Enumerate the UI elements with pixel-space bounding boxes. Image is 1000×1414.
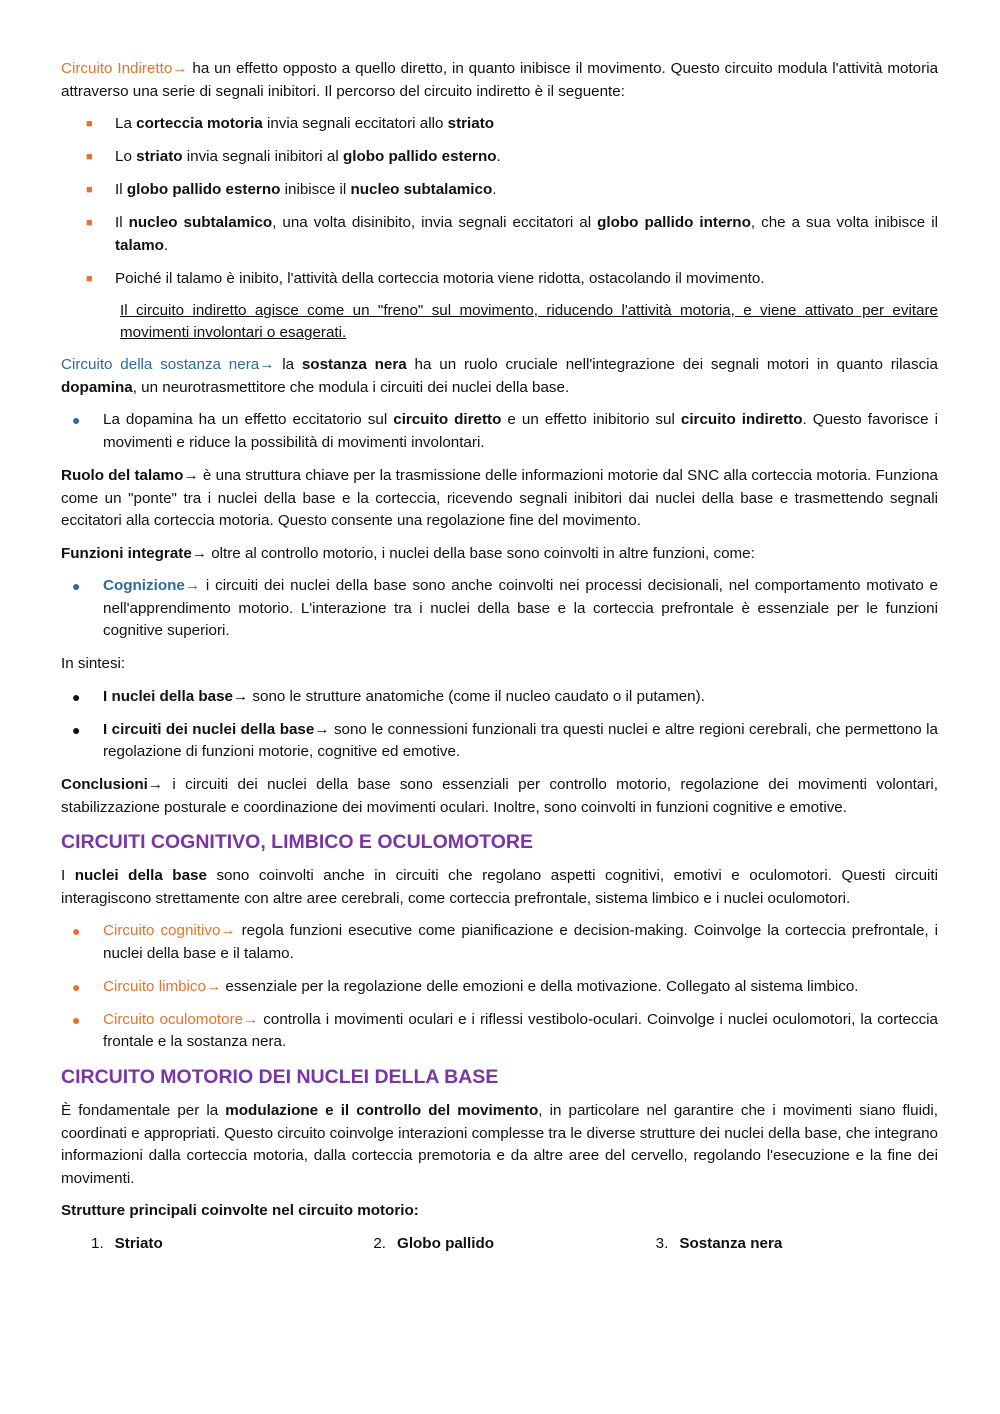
arrow-right-icon: → (147, 776, 164, 794)
sintesi-intro: In sintesi: (61, 655, 126, 673)
arrow-right-icon: → (233, 687, 249, 705)
bold-term: circuito indiretto (680, 411, 803, 429)
item-number: 3. (655, 1234, 669, 1252)
list-item (61, 146, 938, 169)
term-ruolo-talamo: Ruolo del talamo (61, 467, 184, 485)
list-item-text: Il globo pallido esterno inibisce il nucleo subtalamico. (115, 180, 497, 198)
bold-term: corteccia motoria (136, 114, 263, 132)
list-item-text: regola funzioni esecutive come pianificazione e decision-making. Coinvolge la corteccia prefrontale, i nuclei della base e il talamo. (103, 922, 938, 962)
arrow-right-icon: → (183, 467, 199, 485)
strutture-title (61, 1200, 938, 1223)
list-item (61, 113, 938, 136)
term-circuito-cognitivo: Circuito cognitivo (103, 922, 221, 940)
bold-term: dopamina (61, 379, 133, 397)
term-conclusioni: Conclusioni (61, 776, 148, 794)
list-item (61, 719, 938, 764)
term-circuito-indiretto: Circuito Indiretto (61, 60, 173, 77)
list-item (61, 686, 938, 709)
arrow-right-icon: → (184, 577, 201, 595)
paragraph-conclusioni (61, 774, 938, 819)
term-cognizione: Cognizione (103, 577, 185, 595)
list-item-text: Il nucleo subtalamico, una volta disinibito, invia segnali eccitatori al globo pallido interno, che a sua volta inibisce il talamo. (115, 213, 939, 254)
dot-bullet-icon: ● (72, 978, 81, 995)
list-item-text: essenziale per la regolazione delle emozioni e della motivazione. Collegato al sistema limbico. (221, 977, 859, 995)
paragraph-funzioni (61, 543, 938, 566)
underlined-note: Il circuito indiretto agisce come un "freno" sul movimento, riducendo l'attività motoria, e viene attivato per evitare movimenti involontari o esagerati. (120, 301, 938, 342)
square-bullet-icon: ■ (86, 272, 93, 285)
bold-term: circuito diretto (393, 411, 502, 429)
section-heading-circuito-motorio: CIRCUITO MOTORIO DEI NUCLEI DELLA BASE (61, 1066, 499, 1089)
circuiti-list (61, 920, 938, 1054)
bold-term: globo pallido esterno (126, 180, 281, 198)
dot-bullet-icon: ● (72, 688, 81, 705)
square-bullet-icon: ■ (86, 216, 93, 229)
list-item-text: i circuiti dei nuclei della base sono anche coinvolti nei processi decisionali, nel comportamento motivato e nell'apprendimento motorio. L'interazione tra i nuclei della base e la corteccia prefrontale è essenziale per le funzioni cognitive superiori. (103, 577, 938, 640)
square-bullet-icon: ■ (86, 117, 93, 130)
arrow-right-icon: → (314, 720, 330, 738)
list-item (61, 268, 938, 291)
bold-term: sostanza nera (301, 356, 407, 374)
term-circuito-limbico: Circuito limbico (103, 977, 206, 995)
sintesi-list (61, 686, 938, 764)
bold-term: globo pallido esterno (342, 147, 497, 165)
strutture-list (61, 1233, 938, 1256)
paragraph-text: i circuiti dei nuclei della base sono essenziali per controllo motorio, regolazione dei movimenti volontari, stabilizzazione posturale e coordinazione dei movimenti oculari. Inoltre, sono coinvolti in funzioni cognitive e emotive. (61, 776, 938, 816)
bold-term: modulazione e il controllo del movimento (225, 1102, 539, 1120)
item-number: 2. (373, 1234, 386, 1252)
paragraph-text: è una struttura chiave per la trasmissione delle informazioni motorie dal SNC alla corteccia motoria. Funziona come un "ponte" tra i nuclei della base e la corteccia, ricevendo segnali inibitori dai nuclei della base e trasmettendo segnali eccitatori alla corteccia motoria. Questo consente una regolazione fine del movimento. (61, 467, 938, 530)
document-page (61, 58, 938, 1255)
indiretto-steps-list (61, 113, 938, 290)
funzioni-list (61, 575, 938, 643)
term-circuito-oculomotore: Circuito oculomotore (103, 1010, 244, 1028)
struttura-item (61, 1233, 373, 1256)
list-item (61, 212, 938, 257)
list-item-text: La corteccia motoria invia segnali eccitatori allo striato (115, 114, 495, 132)
paragraph-sezione1-intro: I nuclei della base sono coinvolti anche in circuiti che regolano aspetti cognitivi, emotivi e oculomotori. Questi circuiti interagiscono strettamente con altre aree cerebrali, come corteccia prefrontale, sistema limbico e i nuclei oculomotori. (61, 867, 938, 907)
square-bullet-icon: ■ (86, 150, 93, 163)
paragraph-text: ha un effetto opposto a quello diretto, in quanto inibisce il movimento. Questo circuito modula l'attività motoria attraverso una serie di segnali inibitori. Il percorso del circuito indiretto è il seguente: (61, 60, 939, 100)
list-item (61, 179, 938, 202)
list-item-text: Lo striato invia segnali inibitori al globo pallido esterno. (115, 147, 501, 165)
term-nuclei-base: I nuclei della base (103, 687, 233, 705)
paragraph-text: la sostanza nera ha un ruolo cruciale nell'integrazione dei segnali motori in quanto rilascia dopamina, un neurotrasmettitore che modula i circuiti dei nuclei della base. (61, 356, 938, 397)
bold-term: globo pallido interno (597, 213, 751, 231)
bold-term: talamo (115, 236, 164, 254)
arrow-right-icon: → (205, 977, 222, 995)
paragraph-sostanza-nera (61, 354, 938, 399)
bold-term: striato (447, 114, 495, 132)
dot-bullet-icon: ● (72, 1011, 81, 1028)
paragraph-sezione2-intro: È fondamentale per la modulazione e il controllo del movimento, in particolare nel garantire che i movimenti siano fluidi, coordinati e appropriati. Questo circuito coinvolge interazioni complesse tra le diverse strutture dei nuclei della base, che integrano informazioni dalla corteccia motoria, dalla corteccia premotoria e da altre aree del cervello, regolando l'esecuzione e la fine dei movimenti. (61, 1102, 939, 1188)
list-item-text: controlla i movimenti oculari e i riflessi vestibolo-oculari. Coinvolge i nuclei oculomotori, la corteccia frontale e la sostanza nera. (103, 1010, 938, 1051)
list-item-text: La dopamina ha un effetto eccitatorio sul circuito diretto e un effetto inibitorio sul circuito indiretto. Questo favorisce i movimenti e riduce la possibilità di movimenti involontari. (103, 411, 938, 452)
item-number: 1. (91, 1234, 104, 1252)
bold-term: nuclei della base (74, 867, 207, 885)
item-name: Striato (114, 1234, 163, 1252)
list-item (61, 920, 938, 965)
arrow-right-icon: → (191, 544, 207, 562)
dot-bullet-icon: ● (72, 923, 81, 940)
arrow-right-icon: → (172, 60, 188, 77)
list-item (61, 1009, 938, 1054)
bold-term: nucleo subtalamico (350, 180, 493, 198)
bold-term: nucleo subtalamico (128, 213, 273, 231)
struttura-item (656, 1233, 938, 1256)
term-sostanza-nera: Circuito della sostanza nera (61, 356, 260, 374)
dot-bullet-icon: ● (72, 412, 81, 429)
dot-bullet-icon: ● (72, 721, 81, 738)
list-item (61, 976, 938, 999)
list-item (61, 575, 938, 643)
arrow-right-icon: → (259, 356, 275, 374)
term-circuiti-nuclei-base: I circuiti dei nuclei della base (103, 720, 315, 738)
bold-term: striato (136, 147, 183, 165)
paragraph-text: oltre al controllo motorio, i nuclei della base sono coinvolti in altre funzioni, come: (206, 544, 755, 562)
square-bullet-icon: ■ (86, 183, 93, 196)
list-item (61, 409, 938, 454)
item-name: Globo pallido (397, 1234, 495, 1252)
section-heading-circuiti: CIRCUITI COGNITIVO, LIMBICO E OCULOMOTORE (61, 831, 533, 854)
paragraph-circuito-indiretto (61, 58, 938, 103)
arrow-right-icon: → (243, 1010, 259, 1028)
arrow-right-icon: → (220, 922, 236, 940)
term-funzioni-integrate: Funzioni integrate (61, 544, 192, 562)
struttura-item (373, 1233, 655, 1256)
list-item-text: Poiché il talamo è inibito, l'attività della corteccia motoria viene ridotta, ostacolando il movimento. (115, 269, 765, 287)
list-item-text: sono le connessioni funzionali tra questi nuclei e altre regioni cerebrali, che permettono la regolazione di funzioni motorie, cognitive ed emotive. (103, 720, 938, 761)
dot-bullet-icon: ● (72, 578, 81, 595)
item-name: Sostanza nera (679, 1234, 783, 1252)
sostanza-nera-list (61, 409, 938, 454)
list-item-text: sono le strutture anatomiche (come il nucleo caudato o il putamen). (248, 687, 705, 705)
paragraph-talamo (61, 465, 938, 533)
strutture-title-text: Strutture principali coinvolte nel circuito motorio: (61, 1202, 419, 1220)
